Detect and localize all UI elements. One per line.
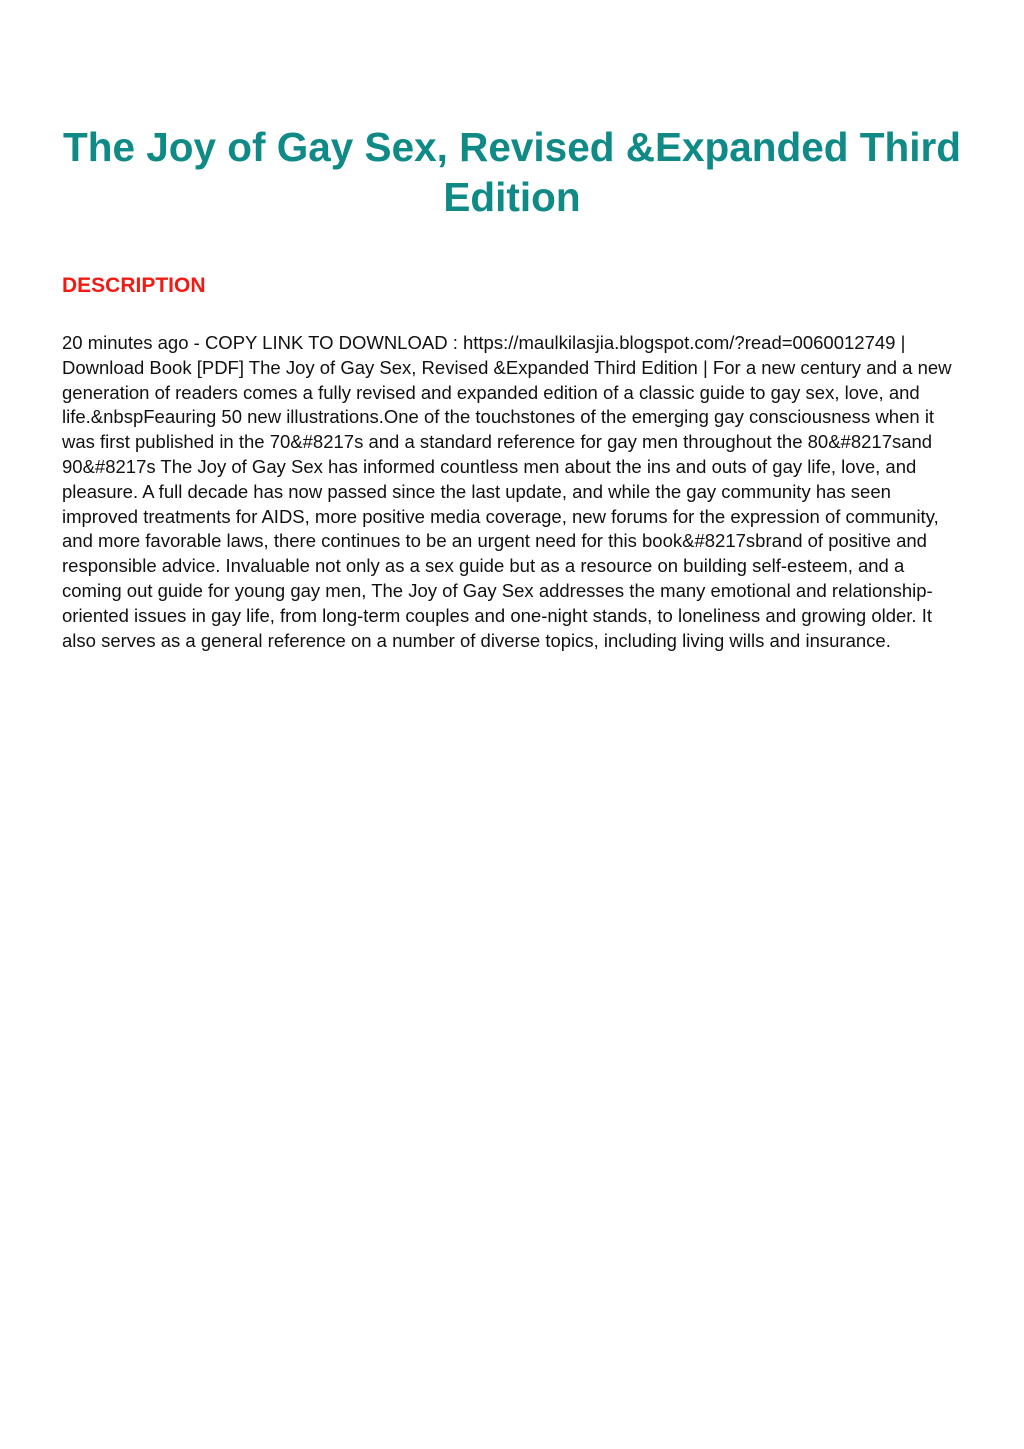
document-title: The Joy of Gay Sex, Revised &Expanded Third Edition	[62, 124, 961, 220]
description-text: 20 minutes ago - COPY LINK TO DOWNLOAD : https://maulkilasjia.blogspot.com/?read=0060012749 | Download Book [PDF] The Joy of Gay Sex, Revised &Expanded Third Edition | For a new century and a new generation of readers comes a fully revised and expanded edition of a classic guide to gay sex, love, and life.&nbspFeauring 50 new illustrations.One of the touchstones of the emerging gay consciousness when it was first published in the 70&#8217s and a standard reference for gay men throughout the 80&#8217sand 90&#8217s The Joy of Gay Sex has informed countless men about the ins and outs of gay life, love, and pleasure. A full decade has now passed since the last update, and while the gay community has seen improved treatments for AIDS, more positive media coverage, new forums for the expression of community, and more favorable laws, there continues to be an urgent need for this book&#8217sbrand of positive and responsible advice. Invaluable not only as a sex guide but as a resource on building self-esteem, and a coming out guide for young gay men, The Joy of Gay Sex addresses the many emotional and relationship-oriented issues in gay life, from long-term couples and one-night stands, to loneliness and growing older. It also serves as a general reference on a number of diverse topics, including living wills and insurance.	[62, 332, 952, 651]
description-heading: DESCRIPTION	[62, 274, 206, 297]
